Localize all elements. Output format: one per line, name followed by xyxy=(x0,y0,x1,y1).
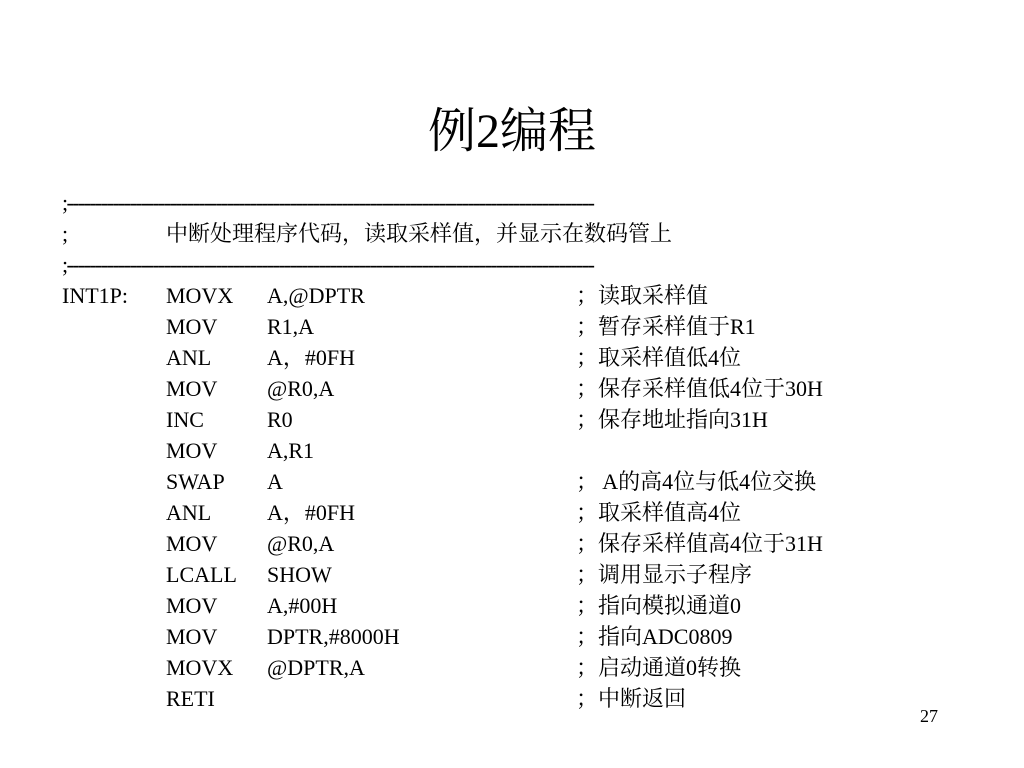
code-line xyxy=(62,497,962,528)
code-opcode: MOVX xyxy=(166,655,234,680)
header-semicolon: ; xyxy=(62,221,69,246)
code-comment: ；指向模拟通道0 xyxy=(576,593,742,618)
code-label: INT1P: xyxy=(62,283,128,308)
code-comment: ；保存地址指向31H xyxy=(576,407,768,432)
code-opcode: ANL xyxy=(166,345,212,370)
code-operand: @R0,A xyxy=(267,376,335,401)
code-operand: DPTR,#8000H xyxy=(267,624,400,649)
code-line xyxy=(62,559,962,590)
code-comment: ； A的高4位与低4位交换 xyxy=(576,469,817,494)
code-comment: ；指向ADC0809 xyxy=(576,624,733,649)
separator-line-bottom: ;-------------------------------------------------------------------------------------------- xyxy=(62,252,594,277)
code-line xyxy=(62,435,962,466)
code-opcode: ANL xyxy=(166,500,212,525)
code-comment: ；保存采样值高4位于31H xyxy=(576,531,823,556)
code-line xyxy=(62,652,962,683)
code-operand: R1,A xyxy=(267,314,315,339)
code-comment: ；调用显示子程序 xyxy=(576,562,753,587)
code-comment: ；取采样值低4位 xyxy=(576,345,742,370)
code-opcode: MOV xyxy=(166,376,218,401)
code-line xyxy=(62,683,962,714)
code-comment: ；保存采样值低4位于30H xyxy=(576,376,823,401)
code-operand: R0 xyxy=(267,407,293,432)
code-comment: ；中断返回 xyxy=(576,686,687,711)
code-opcode: MOV xyxy=(166,438,218,463)
code-operand: @DPTR,A xyxy=(267,655,365,680)
code-comment: ；启动通道0转换 xyxy=(576,655,742,680)
code-opcode: MOV xyxy=(166,531,218,556)
code-opcode: MOVX xyxy=(166,283,234,308)
code-operand: A，#0FH xyxy=(267,345,356,370)
code-operand: A,#00H xyxy=(267,593,338,618)
code-opcode: MOV xyxy=(166,624,218,649)
code-opcode: LCALL xyxy=(166,562,237,587)
code-line xyxy=(62,590,962,621)
header-comment-row xyxy=(62,218,962,249)
code-operand: A,@DPTR xyxy=(267,283,365,308)
code-comment: ；读取采样值 xyxy=(576,283,709,308)
code-opcode: MOV xyxy=(166,593,218,618)
code-line xyxy=(62,373,962,404)
code-operand: @R0,A xyxy=(267,531,335,556)
code-line xyxy=(62,466,962,497)
code-line xyxy=(62,404,962,435)
code-line xyxy=(62,621,962,652)
code-comment: ；暂存采样值于R1 xyxy=(576,314,756,339)
code-operand: A,R1 xyxy=(267,438,315,463)
code-line xyxy=(62,528,962,559)
code-operand: A，#0FH xyxy=(267,500,356,525)
code-line xyxy=(62,311,962,342)
page-number: 27 xyxy=(920,706,938,726)
code-listing xyxy=(62,187,962,714)
slide-title: 例2编程 xyxy=(427,105,596,158)
code-operand: SHOW xyxy=(267,562,332,587)
code-opcode: RETI xyxy=(166,686,215,711)
code-opcode: MOV xyxy=(166,314,218,339)
separator-line-top: ;-------------------------------------------------------------------------------------------- xyxy=(62,190,594,215)
code-opcode: INC xyxy=(166,407,204,432)
code-line xyxy=(62,342,962,373)
code-rows xyxy=(62,280,962,714)
header-comment: 中断处理程序代码，读取采样值，并显示在数码管上 xyxy=(166,221,673,246)
code-opcode: SWAP xyxy=(166,469,225,494)
code-comment: ；取采样值高4位 xyxy=(576,500,742,525)
code-operand: A xyxy=(267,469,283,494)
code-line xyxy=(62,280,962,311)
